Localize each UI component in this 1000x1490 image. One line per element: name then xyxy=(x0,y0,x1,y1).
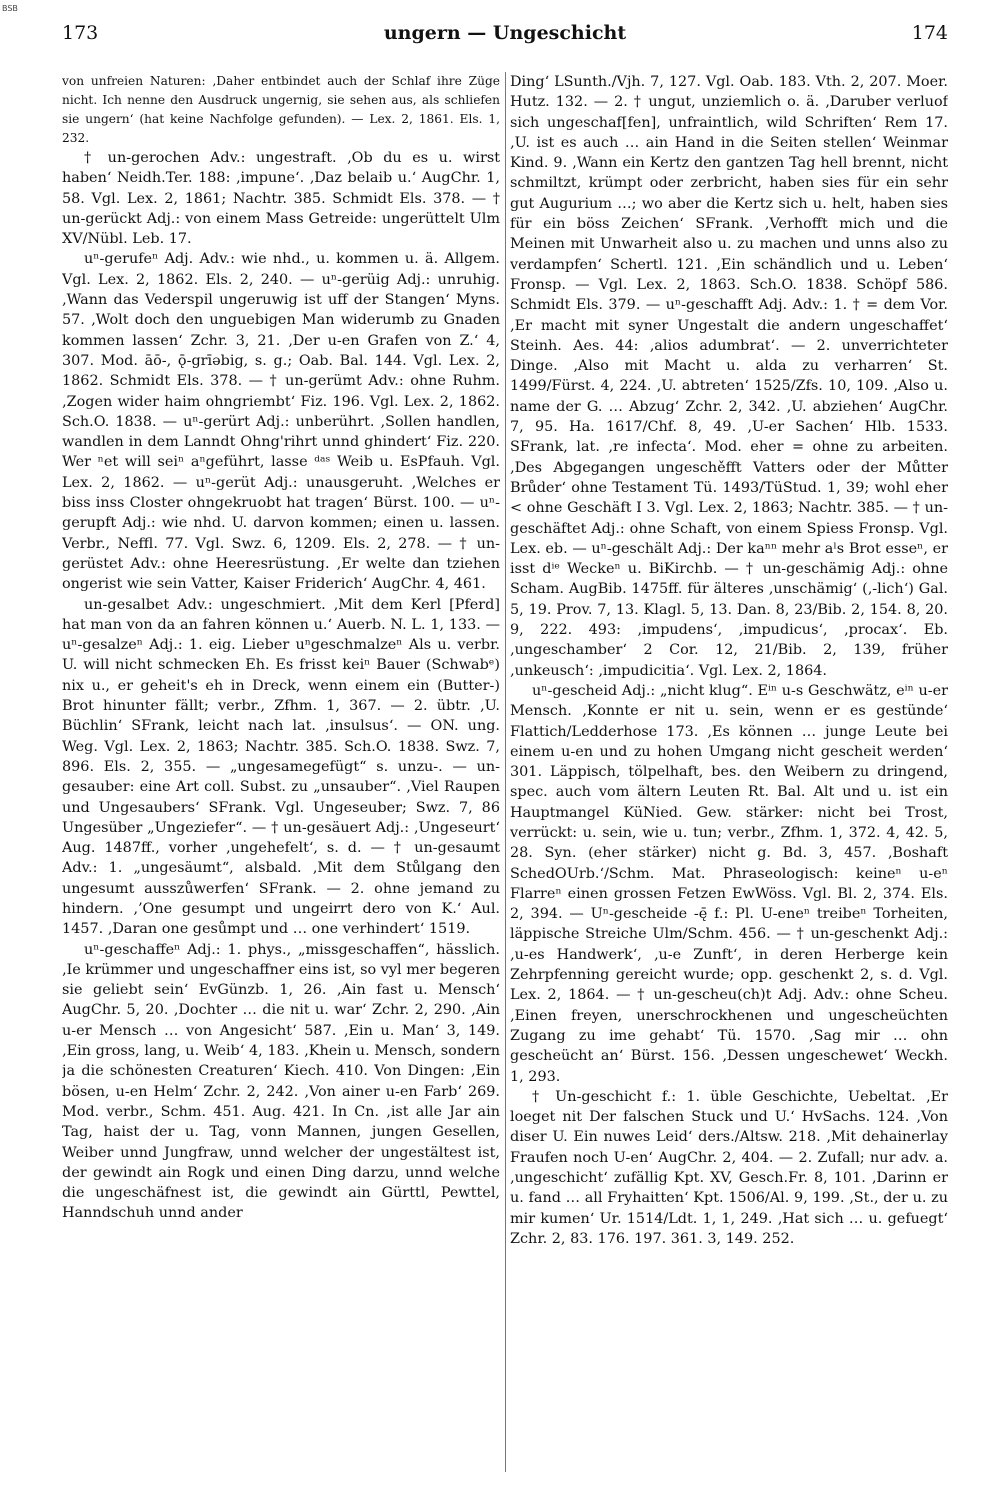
page-header xyxy=(62,22,948,52)
dictionary-paragraph: Ding‘ LSunth./Vjh. 7, 127. Vgl. Oab. 183. Vth. 2, 207. Moer. Hutz. 132. — 2. † ungut, unziemlich o. ä. ‚Daruber verluof sich ungeschaf[fen], unfraintlich, wild Schriften‘ Rem 17. ‚U. ist es auch … ain Hand in die Seiten stellen‘ Weinmar Kind. 9. ‚Wann ein Kertz den gantzen Tag hell brennt, nicht schmiltzt, krümpt oder zerbricht, haben sies für ein sehr gut Augurium …; wo aber die Kertz sich u. helt, haben sies für ein böss Zeichen‘ SFrank. ‚Verhofft mich und die Meinen mit Unwarheit also u. zu machen und unns also zu verdampfen‘ Schertl. 121. ‚Ein schändlich und u. Leben‘ Fronsp. — Vgl. Lex. 2, 1863. Sch.O. 1838. Schöpf 586. Schmidt Els. 379. — uⁿ-geschafft Adj. Adv.: 1. † = dem Vor. ‚Er macht mit syner Ungestalt die andern ungeschaffet‘ Steinh. Aes. 44: ‚alios adumbrat‘. — 2. unverrichteter Dinge. ‚Also mit Macht u. alda zu verharren‘ St. 1499/Fürst. 4, 224. ‚U. abtreten‘ 1525/Zfs. 10, 109. ‚Also u. name der G. … Abzug‘ Zchr. 2, 342. ‚U. abziehen‘ AugChr. 7, 95. Ha. 1617/Chf. 8, 49. ‚U-er Sachen‘ Hlb. 1533. SFrank, lat. ‚re infecta‘. Mod. eher = ohne zu arbeiten. ‚Des Abgegangen ungeschěfft Vatters oder der Můtter Brůder‘ ohne Testament Tü. 1493/TüStud. 1, 39; wohl eher < ohne Geschäft I 3. Vgl. Lex. 2, 1863; Nachtr. 385. — † un-geschäftet Adj.: ohne Schaft, von einem Spiess Fronsp. Vgl. Lex. eb. — uⁿ-geschält Adj.: Der kaⁿⁿ mehr aˡs Brot esseⁿ, er isst dⁱᵉ Weckeⁿ u. BiKirchb. — † un-geschämig Adj.: ohne Scham. AugBib. 1475ff. für älteres ‚unschämig‘ (‚-lich‘) Gal. 5, 19. Prov. 7, 13. Klagl. 5, 13. Dan. 8, 23/Bib. 2, 154. 8, 20. 9, 222. 493: ‚impudens‘, ‚impudicus‘, ‚procax‘. Eb. ‚ungeschamber‘ 2 Cor. 12, 21/Bib. 2, 139, früher ‚unkeusch‘: ‚impudicitia‘. Vgl. Lex. 2, 1864. xyxy=(510,74,948,679)
dictionary-entry: † Un-geschicht f.: 1. üble Geschichte, Uebeltat. ‚Er loeget nit Der falschen Stuck und U.‘ HvSachs. 124. ‚Von diser U. Ein nuwes Leid‘ ders./Altsw. 218. ‚Mit dehainerlay Fraufen noch U-en‘ AugChr. 2, 404. — 2. Zufall; nur adv. a. ‚ungeschicht‘ zufällig Kpt. XV, Gesch.Fr. 8, 101. ‚Darinn er u. fand … all Fryhaitten‘ Kpt. 1506/Al. 9, 199. ‚St., der u. zu mir kumen‘ Ur. 1514/Ldt. 1, 1, 249. ‚Hat sich … u. gefuegt‘ Zchr. 2, 83. 176. 197. 361. 3, 149. 252. xyxy=(510,1088,948,1247)
dictionary-entry: † un-gerochen Adv.: ungestraft. ‚Ob du es u. wirst haben‘ Neidh.Ter. 188: ‚impune‘. ‚Daz belaib u.‘ AugChr. 1, 58. Vgl. Lex. 2, 1861; Nachtr. 385. Schmidt Els. 378. — † un-gerückt Adj.: von einem Mass Getreide: ungerüttelt Ulm XV/Nübl. Leb. 17. xyxy=(62,150,500,248)
library-stamp: BSB xyxy=(2,4,18,13)
dictionary-entry: uⁿ-gescheid Adj.: „nicht klug“. Eⁱⁿ u-s Geschwätz, eⁱⁿ u-er Mensch. ‚Konnte er nit u. sein, wenn er es gestünde‘ Flattich/Ledderhose 173. ‚Es können … junge Leute bei einem u-en und zu hohen Umgang nicht gescheit werden‘ 301. Läppisch, tölpelhaft, bes. den Weibern zu dringend, spec. auch vom ältern Leuten Rt. Bal. Alt und u. ist ein Hauptmangel KüNied. Gew. stärker: nicht bei Trost, verrückt: u. sein, wie u. tun; verbr., Zfhm. 1, 372. 4, 42. 5, 28. Syn. (eher stärker) nicht g. Bd. 3, 457. ‚Boshaft SchedOUrb.‘/Schm. Mat. Phraseologisch: keineⁿ u-eⁿ Flarreⁿ einen grossen Fetzen EwWöss. Vgl. Bl. 2, 374. Els. 2, 394. — Uⁿ-gescheide -ę̄ f.: Pl. U-eneⁿ treibeⁿ Torheiten, läppische Streiche Ulm/Schm. 456. — † un-geschenkt Adj.: ‚u-es Handwerk‘, ‚u-e Zunft‘, in deren Herberge kein Zehrpfenning gereicht wurde; opp. geschenkt 2, s. d. Vgl. Lex. 2, 1864. — † un-gescheu(ch)t Adj. Adv.: ohne Scheu. ‚Einen freyen, unerschrockhenen und ungescheüchten Zugang zu ime gehabt‘ Tü. 1570. ‚Sag mir … ohn gescheücht an‘ Bürst. 156. ‚Dessen ungeschewet‘ Weckh. 1, 293. xyxy=(510,682,948,1085)
left-column xyxy=(62,72,500,1472)
page-number-right: 174 xyxy=(911,22,948,44)
dictionary-entry: uⁿ-geschaffeⁿ Adj.: 1. phys., „missgeschaffen“, hässlich. ‚Ie krümmer und ungeschaffner eins ist, so vyl mer begeren sie geliebt sein‘ EvGünzb. 1, 26. ‚Ain fast u. Mensch‘ AugChr. 5, 20. ‚Dochter … die nit u. war‘ Zchr. 2, 290. ‚Ain u-er Mensch … von Angesicht‘ 587. ‚Ein u. Man‘ 3, 149. ‚Ein gross, lang, u. Weib‘ 4, 183. ‚Khein u. Mensch, sondern ja die schönesten Creaturen‘ Kiech. 410. Von Dingen: ‚Ein bösen, u-en Helm‘ Zchr. 2, 242. ‚Von ainer u-en Farb‘ 269. Mod. verbr., Schm. 451. Aug. 421. In Cn. ‚ist alle Jar ain Tag, haist der u. Tag, vonn Mannen, jungen Gesellen, Weiber unnd Jungfraw, unnd welcher der ungestältest ist, der gewindt ain Rogk und einen Ding darzu, unnd welche die ungeschäfnest ist, die gewindt ain Gürttl, Pewttel, Hanndschuh unnd ander xyxy=(62,941,500,1222)
right-column xyxy=(510,72,948,1472)
dictionary-entry: un-gesalbet Adv.: ungeschmiert. ‚Mit dem Kerl [Pferd] hat man von da an fahren können u.‘ Auerb. N. L. 1, 133. — uⁿ-gesalzeⁿ Adj.: 1. eig. Lieber uⁿgeschmalzeⁿ Als u. verbr. U. will nicht schmecken Eh. Es frisst keiⁿ Bauer (Schwabᵉ) nix u., er geheit's eh in Dreck, wenn einem ein (Butter-) Brot hinunter fällt; verbr., Zfhm. 1, 367. — 2. übtr. ‚U. Büchlin‘ SFrank, leicht nach lat. ‚insulsus‘. — ON. ung. Weg. Vgl. Lex. 2, 1863; Nachtr. 385. Sch.O. 1838. Swz. 7, 896. Els. 2, 355. — „ungesamegefügt“ s. unzu-. — un-gesauber: eine Art coll. Subst. zu „unsauber“. ‚Viel Raupen und Ungesaubers‘ SFrank. Vgl. Ungeseuber; Swz. 7, 86 Ungesüber „Ungeziefer“. — † un-gesäuert Adj.: ‚Ungeseurt‘ Aug. 1487ff., vorher ‚ungehefelt‘, s. d. — † un-gesaumt Adv.: 1. „ungesäumt“, alsbald. ‚Mit dem Stůlgang den ungesumt ausszůwerfen‘ SFrank. — 2. ohne jemand zu hindern. ‚’One gesumpt und ungeirrt dero von K.‘ Aul. 1457. ‚Daran one gesůmpt und … one verhindert‘ 1519. xyxy=(62,596,500,938)
column-divider xyxy=(505,72,506,1472)
page-number-left: 173 xyxy=(62,22,99,44)
running-title: ungern — Ungeschicht xyxy=(383,22,627,44)
dictionary-entry: uⁿ-gerufeⁿ Adj. Adv.: wie nhd., u. kommen u. ä. Allgem. Vgl. Lex. 2, 1862. Els. 2, 240. — uⁿ-gerüig Adj.: unruhig. ‚Wann das Vederspil ungeruwig ist uff der Stangen‘ Myns. 57. ‚Wolt doch den unguebigen Man widerumb zu Gnaden kommen lassen‘ Zchr. 3, 21. ‚Der u-en Grafen von Z.‘ 4, 307. Mod. āō-, ǭ-grīəbig, s. g.; Oab. Bal. 144. Vgl. Lex. 2, 1862. Schmidt Els. 378. — † un-gerümt Adv.: ohne Ruhm. ‚Zogen wider haim ohngriembt‘ Fiz. 196. Vgl. Lex. 2, 1862. Sch.O. 1838. — uⁿ-gerürt Adj.: unberührt. ‚Sollen handlen, wandlen in dem Lanndt Ohng'rihrt unnd ghindert‘ Fiz. 220. Wer ⁿet will seiⁿ aⁿgeführt, lasse ᵈᵃˢ Weib u. EsPfauh. Vgl. Lex. 2, 1862. — uⁿ-gerüt Adj.: unausgeruht. ‚Welches er biss inss Closter ohngekruobt hat tragen‘ Bürst. 100. — uⁿ-gerupft Adj.: wie nhd. U. darvon kommen; einen u. lassen. Verbr., Neffl. 77. Vgl. Swz. 6, 1209. Els. 2, 278. — † un-gerüstet Adv.: ohne Heeresrüstung. ‚Er welte dan tziehen ongerist wie sein Vatter, Kaiser Friderich‘ AugChr. 4, 461. xyxy=(62,251,500,593)
dictionary-paragraph: von unfreien Naturen: ‚Daher entbindet auch der Schlaf ihre Züge nicht. Ich nenne den Ausdruck ungernig, sie sehen aus, als schliefen sie ungern‘ (hat keine Nachfolge gefunden). — Lex. 2, 1861. Els. 1, 232. xyxy=(62,74,500,145)
